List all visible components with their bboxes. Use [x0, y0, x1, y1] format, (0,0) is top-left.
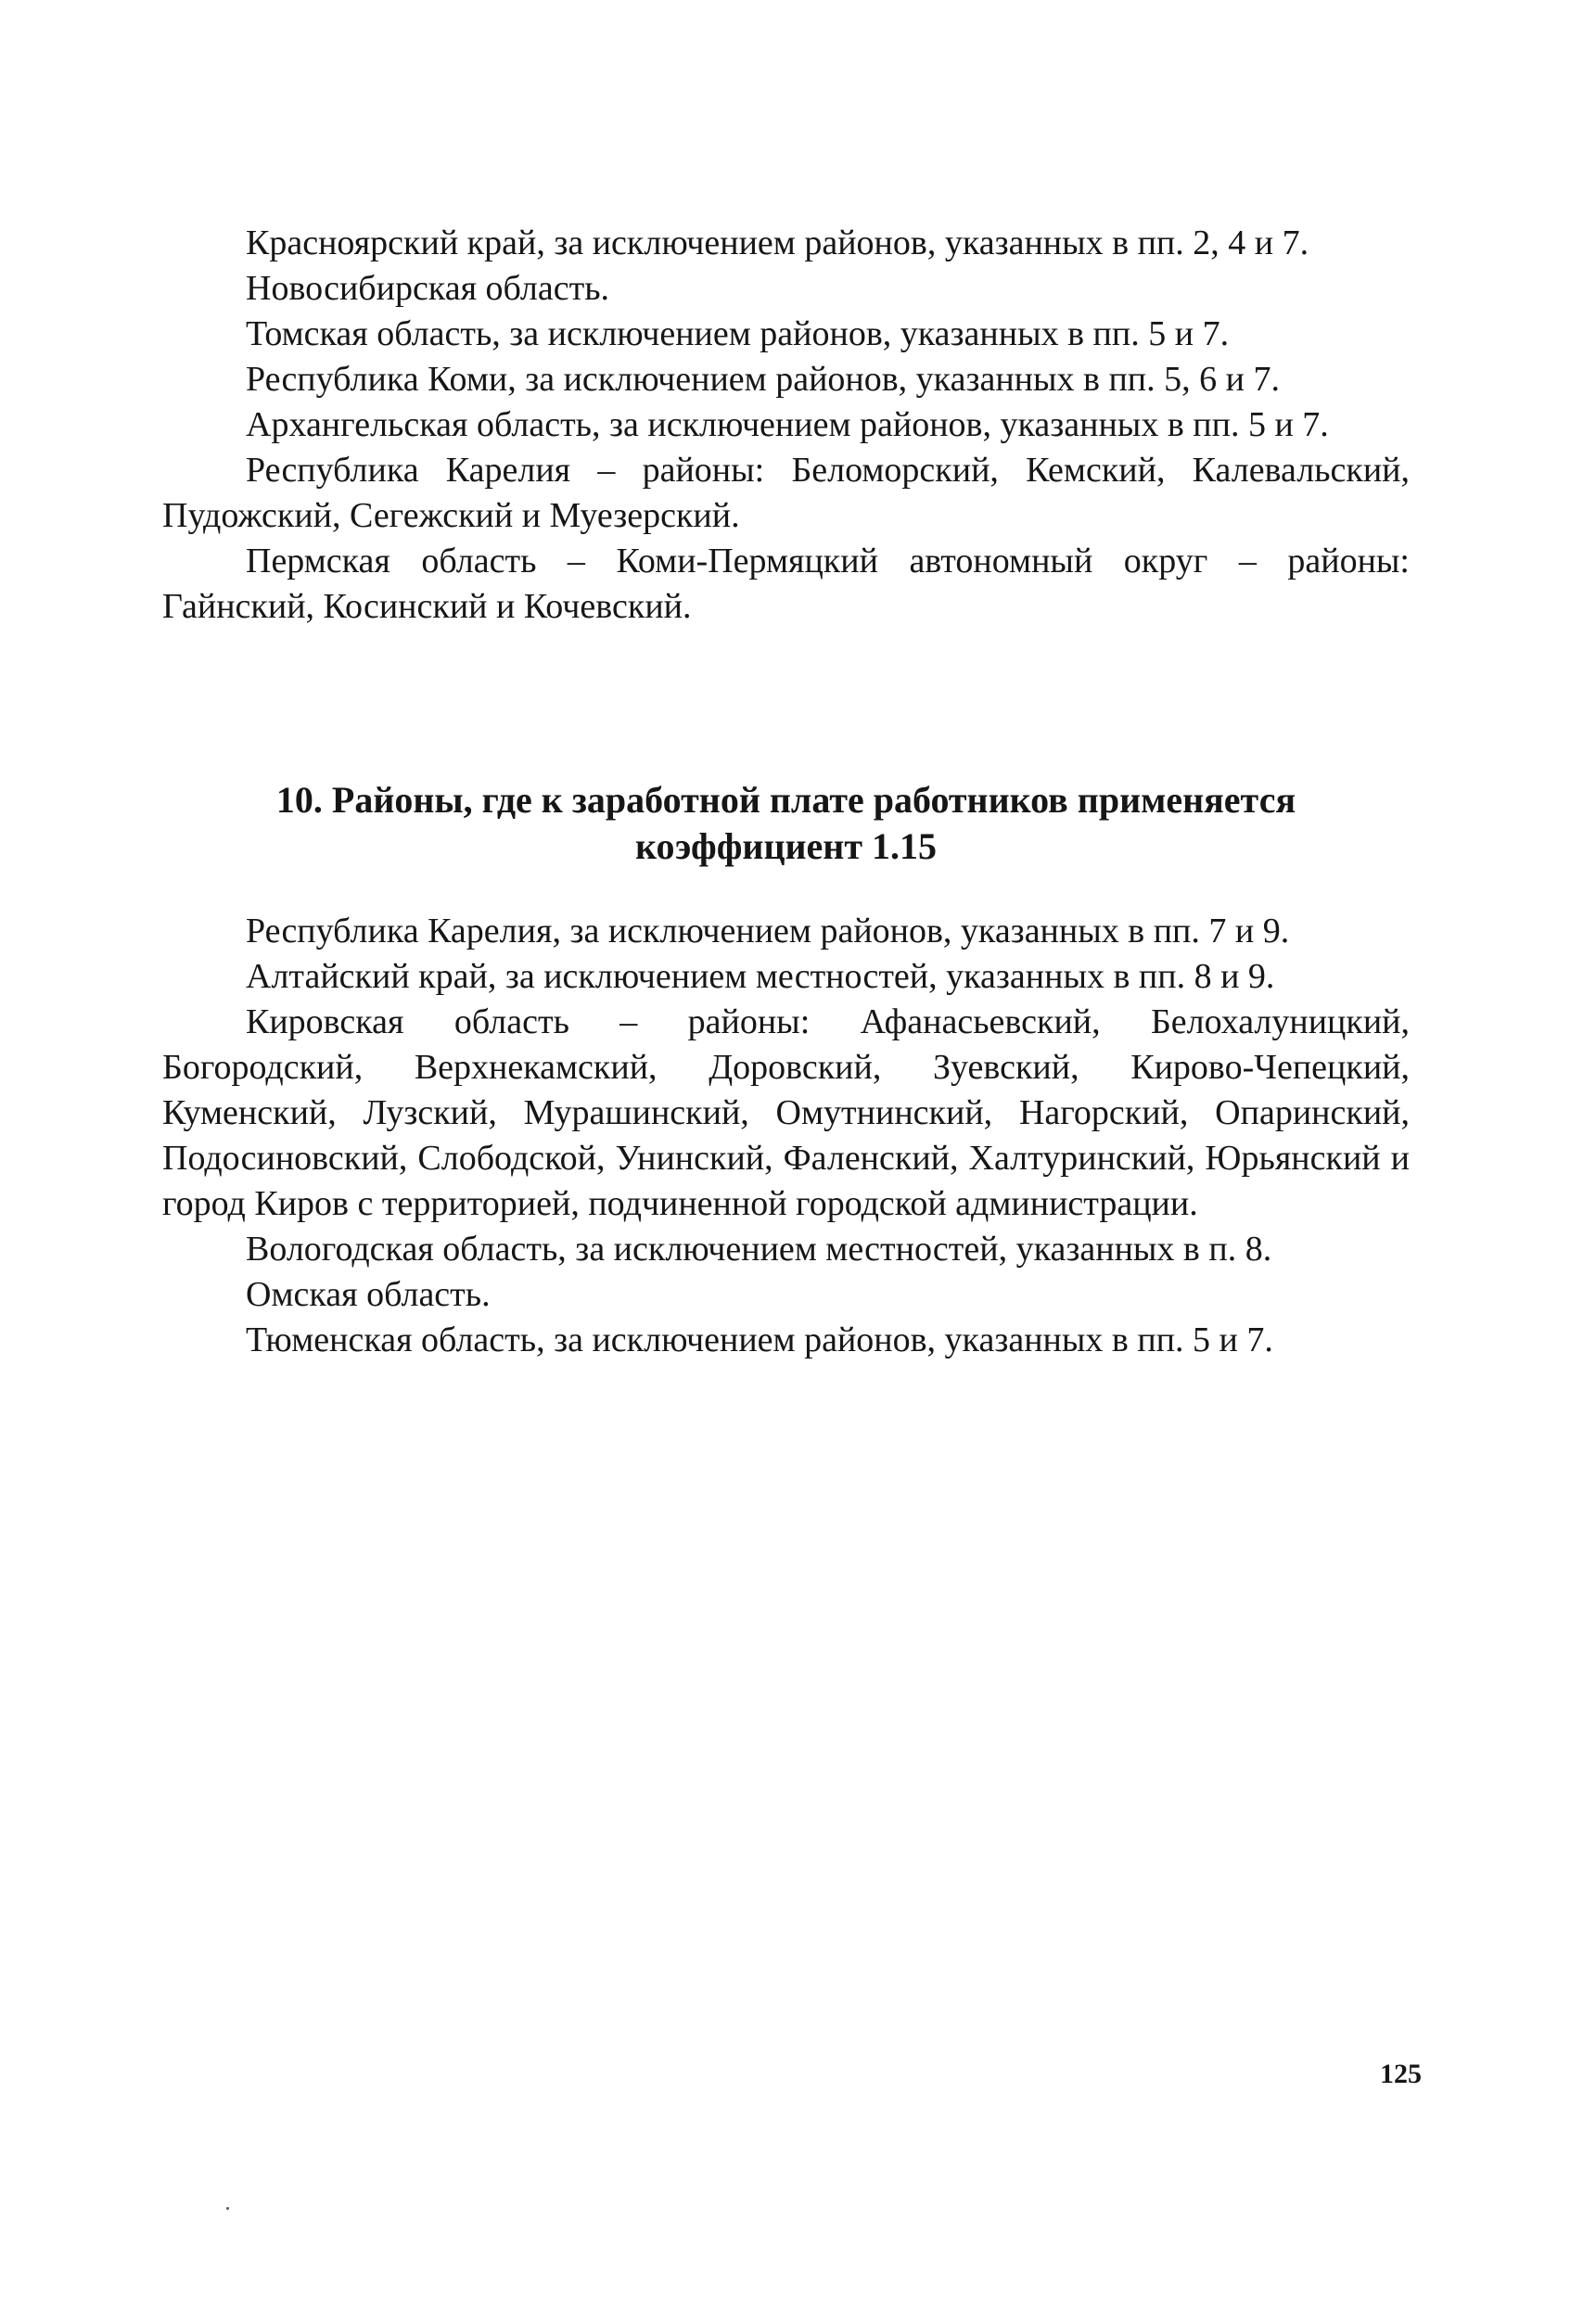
- scan-speck: [226, 2207, 229, 2210]
- paragraph-karelia: Республика Карелия, за исключением районов, указанных в пп. 7 и 9.: [246, 912, 1290, 950]
- paragraph-omsk: Омская область.: [246, 1275, 491, 1314]
- section-10-heading-line-2: коэффициент 1.15: [635, 825, 937, 867]
- paragraph-karelia-districts: Республика Карелия – районы: Беломорский, Кемский, Калевальский, Пудожский, Сегежский и Муезерский.: [162, 451, 1410, 535]
- paragraph-krasnoyarsk: Красноярский край, за исключением районов, указанных в пп. 2, 4 и 7.: [246, 223, 1309, 262]
- paragraph-vologda: Вологодская область, за исключением местностей, указанных в п. 8.: [246, 1230, 1272, 1269]
- page-number: 125: [1380, 2059, 1422, 2089]
- paragraph-komi: Республика Коми, за исключением районов, указанных в пп. 5, 6 и 7.: [246, 360, 1280, 399]
- section-10-body: [162, 909, 1410, 1363]
- paragraph-novosibirsk: Новосибирская область.: [246, 269, 610, 308]
- section-10-heading-line-1: 10. Районы, где к заработной плате работников применяется: [275, 779, 1296, 821]
- paragraph-kirov: Кировская область – районы: Афанасьевский, Белохалуницкий, Богородский, Верхнекамский, Доровский, Зуевский, Кирово-Чепецкий, Куменский, Лузский, Мурашинский, Омутнинский, Нагорский, Опаринский, Подосиновский, Слободской, Унинский, Фаленский, Халтуринский, Юрьянский и город Киров с территорией, подчиненной городской администрации.: [162, 1002, 1410, 1223]
- paragraph-perm: Пермская область – Коми-Пермяцкий автономный округ – районы: Гайнский, Косинский и Кочевский.: [162, 542, 1410, 626]
- paragraph-arkhangelsk: Архангельская область, за исключением районов, указанных в пп. 5 и 7.: [246, 405, 1329, 444]
- paragraph-tyumen: Тюменская область, за исключением районов, указанных в пп. 5 и 7.: [246, 1320, 1273, 1359]
- paragraph-altai: Алтайский край, за исключением местностей, указанных в пп. 8 и 9.: [246, 957, 1275, 996]
- paragraph-tomsk: Томская область, за исключением районов, указанных в пп. 5 и 7.: [246, 314, 1230, 353]
- section-10-heading: [162, 777, 1410, 870]
- section-9-continued: [162, 221, 1410, 630]
